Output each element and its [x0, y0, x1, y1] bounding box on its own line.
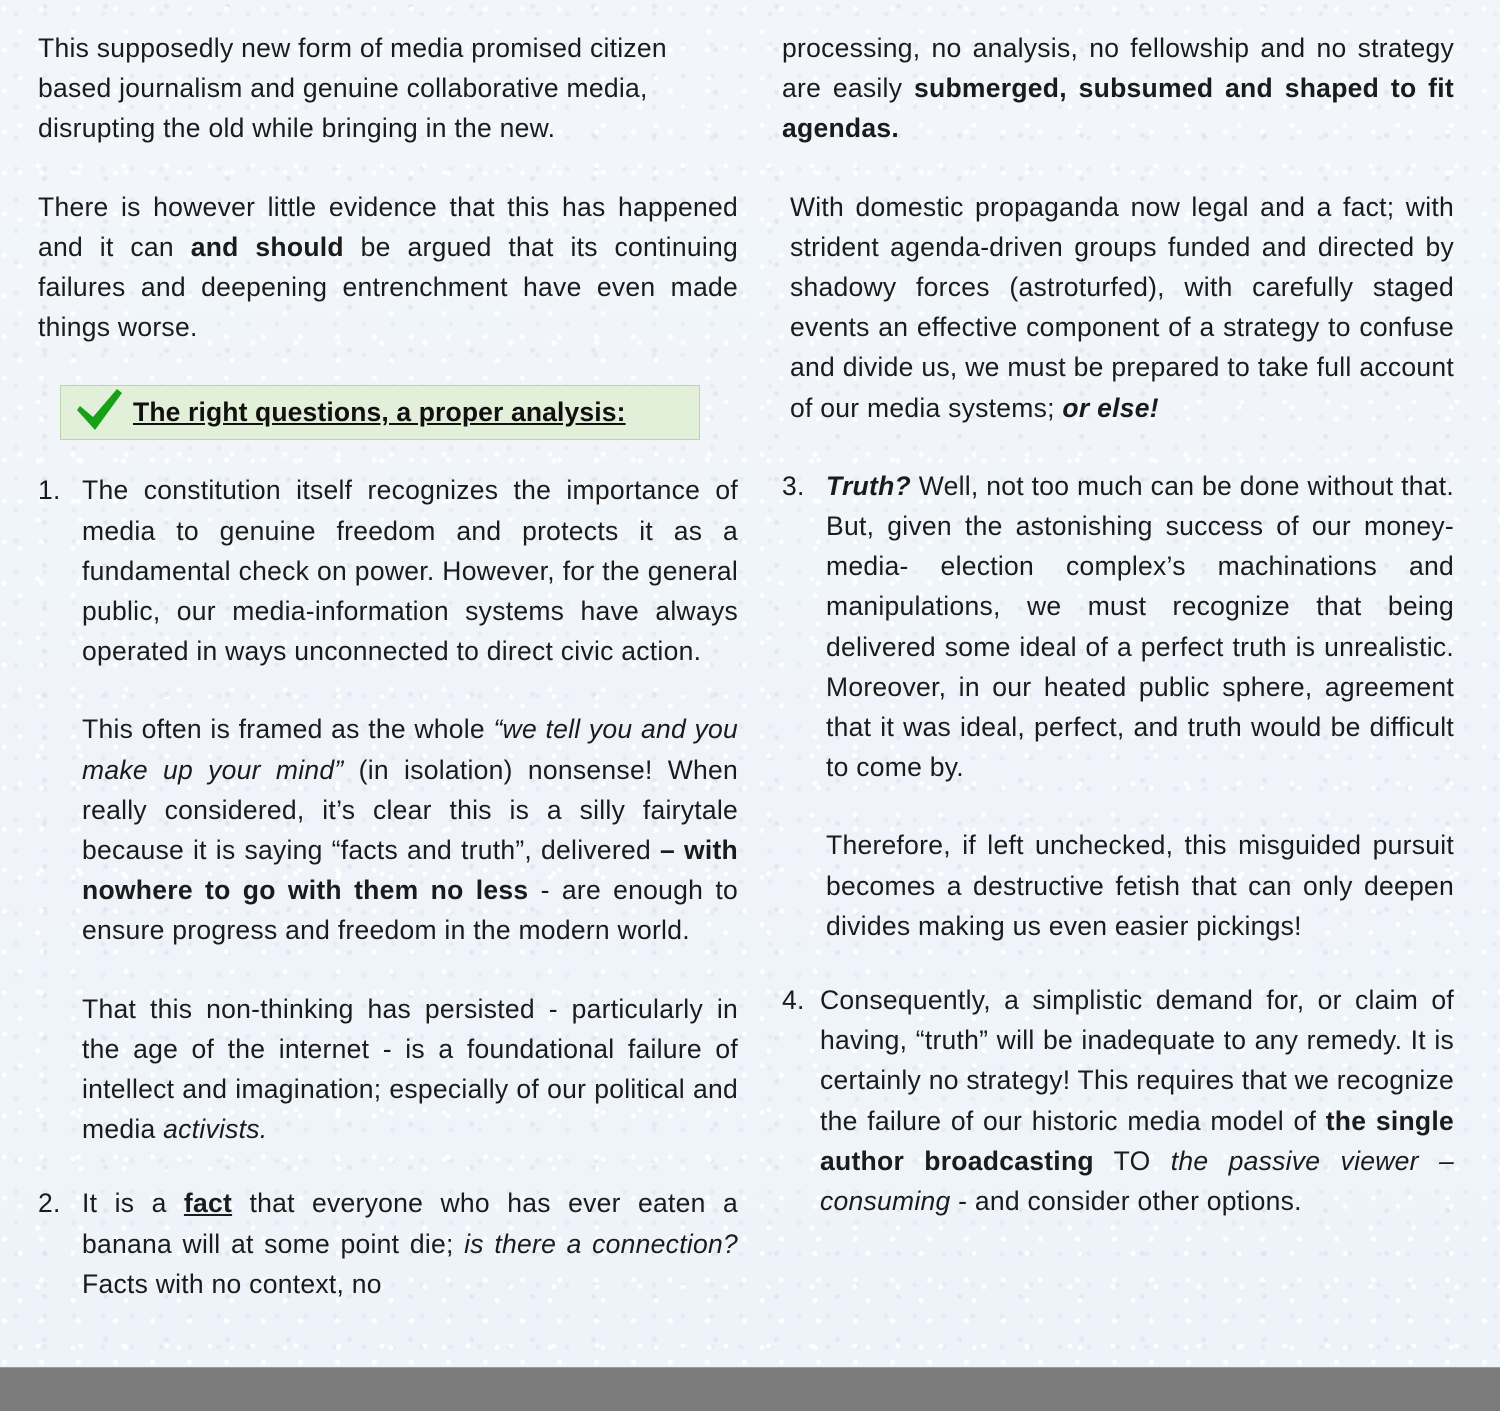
item4-bold: the single author broadcasting [820, 1105, 1454, 1176]
item4-paragraph [820, 980, 1454, 1221]
evidence-text-part2: be argued that its continuing failures and deepening entrenchment have even made things worse. [38, 231, 738, 343]
item4-part1: Consequently, a simplistic demand for, or claim of having, “truth” will be inadequate to any remedy. It is certainly no strategy! This requires that we recognize the failure of our historic media model of [820, 985, 1454, 1136]
paragraph-propaganda [782, 187, 1454, 428]
item1-paragraph-2 [82, 709, 738, 950]
item3-bold-italic-lead: Truth? [826, 470, 911, 501]
item4-part2: TO [1093, 1145, 1171, 1176]
list-item-3-number: 3. [782, 470, 805, 501]
list-item-1-number: 1. [38, 475, 61, 506]
item2-bold-underline-fact: fact [183, 1188, 233, 1219]
item1-paragraph-3 [82, 989, 738, 1150]
evidence-bold: and should [190, 231, 344, 262]
item2-part1: It is a [82, 1188, 184, 1219]
list-item-1-body [82, 470, 738, 1149]
item4-italic: the passive viewer – consuming [820, 1145, 1454, 1217]
list-item-2-body [82, 1183, 738, 1304]
propaganda-bold-italic: or else! [1062, 392, 1159, 423]
numbered-list-left [38, 470, 738, 1304]
list-item-2-number: 2. [38, 1188, 61, 1219]
propaganda-part1: With domestic propaganda now legal and a fact; with strident agenda-driven groups funded and directed by shadowy forces (astroturfed), with carefully staged events an effective component of a strategy to confuse and divide us, we must be prepared to take full account of our media systems; [790, 191, 1454, 423]
list-item-3-body [826, 466, 1454, 946]
list-item-4 [782, 980, 1454, 1221]
item1-p2-italic-quote: “we tell you and you make up your mind” [82, 714, 738, 785]
list-item-4-number: 4. [782, 985, 805, 1016]
item2-part2: that everyone who has ever eaten a banana will at some point die; [82, 1188, 738, 1259]
footer-bar [0, 1367, 1500, 1411]
item3-paragraph-1 [826, 466, 1454, 788]
item1-p3-part1: That this non-thinking has persisted - particularly in the age of the internet - is a foundational failure of intellect and imagination; especially of our political and media [82, 993, 738, 1145]
item1-p2-bold: – with nowhere to go with them no less [82, 835, 738, 906]
numbered-list-right [782, 466, 1454, 1221]
item2-italic-question: is there a connection? [464, 1228, 738, 1259]
item2-paragraph [82, 1183, 738, 1304]
item3-paragraph-2: Therefore, if left unchecked, this misguided pursuit becomes a destructive fetish that can only deepen divides making us even easier pickings! [826, 830, 1454, 941]
section-heading-highlight [60, 385, 700, 440]
item4-part3: - and consider other options. [950, 1186, 1302, 1217]
green-check-icon [73, 387, 125, 433]
continuation-part1: processing, no analysis, no fellowship and no strategy are easily [782, 33, 1454, 104]
left-column [38, 28, 738, 1368]
item1-p2-part2: (in isolation) nonsense! When really considered, it’s clear this is a silly fairytale because it is saying “facts and truth”, delivered [82, 754, 739, 866]
section-heading-row [38, 385, 738, 440]
list-item-3 [782, 466, 1454, 946]
evidence-text-part1: There is however little evidence that this has happened and it can [38, 191, 738, 262]
item1-paragraph-1: The constitution itself recognizes the importance of media to genuine freedom and protects it as a fundamental check on power. However, for the general public, our media-information systems have always operated in ways unconnected to direct civic action. [82, 475, 738, 667]
item1-p3-italic: activists. [163, 1114, 268, 1145]
list-item-2 [38, 1183, 738, 1304]
right-column [782, 28, 1454, 1368]
item1-p2-part3: - are enough to ensure progress and freedom in the modern world. [82, 875, 738, 946]
item3-p1-text: Well, not too much can be done without that. But, given the astonishing success of our money- media- election complex’s machinations and manipulations, we must recognize that being delivered some ideal of a perfect truth is unrealistic. Moreover, in our heated public sphere, agreement that it was ideal, perfect, and truth would be difficult to come by. [826, 470, 1454, 783]
paragraph-continuation [782, 28, 1454, 149]
section-heading-label: The right questions, a proper analysis: [133, 396, 626, 427]
list-item-4-body [820, 980, 1454, 1221]
list-item-1 [38, 470, 738, 1149]
paragraph-intro: This supposedly new form of media promised citizen based journalism and genuine collaborative media, disrupting the old while bringing in the new. [38, 33, 667, 144]
continuation-bold: submerged, subsumed and shaped to fit agendas. [782, 73, 1454, 144]
item2-part3: Facts with no context, no [82, 1268, 382, 1299]
paragraph-evidence [38, 187, 738, 348]
item1-p2-part1: This often is framed as the whole [82, 714, 494, 745]
